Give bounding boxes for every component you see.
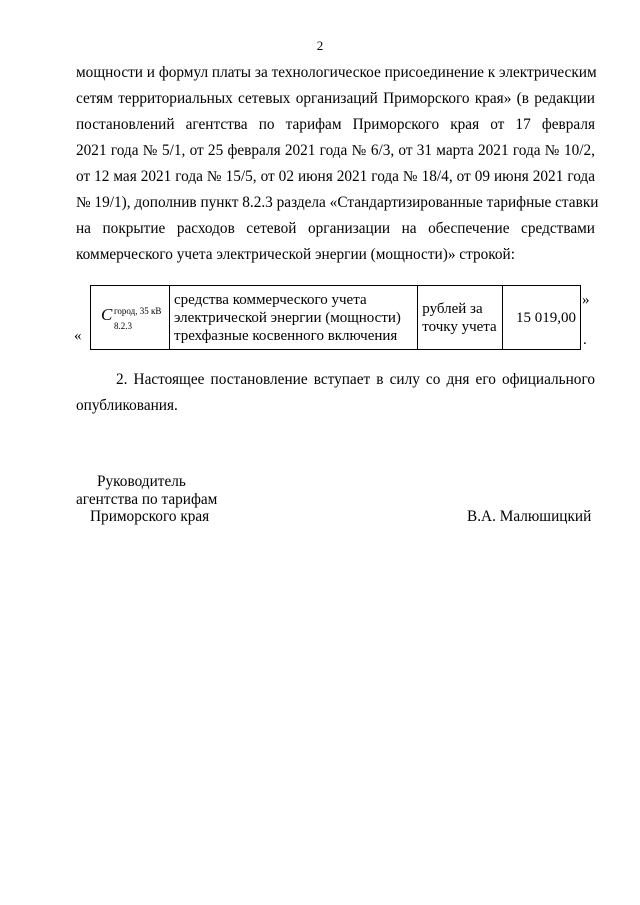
page-number: 2 xyxy=(316,38,324,53)
tariff-table xyxy=(90,285,581,350)
paragraph-line: от 12 мая 2021 года № 15/5, от 02 июня 2021 года № 18/4, от 09 июня 2021 года xyxy=(76,168,595,185)
description-line: средства коммерческого учета xyxy=(173,291,367,308)
unit-line: рублей за xyxy=(422,300,483,317)
rate-symbol xyxy=(99,300,161,330)
paragraph-line: на покрытие расходов сетевой организации на обеспечение средствами xyxy=(76,220,595,237)
rate-symbol-superscript: город, 35 кВ xyxy=(113,306,162,316)
signatory-title-line: агентства по тарифам xyxy=(76,491,218,508)
opening-quote: « xyxy=(74,328,82,344)
unit-cell xyxy=(418,286,503,350)
unit-line: точку учета xyxy=(422,318,497,335)
paragraph-line: опубликования. xyxy=(76,397,178,414)
signatory-title-line: Приморского края xyxy=(90,508,210,525)
closing-period: . xyxy=(583,332,587,348)
paragraph-line: 2. Настоящее постановление вступает в силу со дня его официального xyxy=(116,371,595,388)
table-row xyxy=(91,286,581,350)
paragraph-line: мощности и формул платы за технологическое присоединение к электрическим xyxy=(76,64,597,81)
description-line: трехфазные косвенного включения xyxy=(173,327,398,344)
description-line: электрической энергии (мощности) xyxy=(173,309,401,326)
paragraph-line: постановлений агентства по тарифам Приморского края от 17 февраля xyxy=(76,116,595,133)
value-cell: 15 019,00 xyxy=(503,286,581,350)
rate-symbol-subscript: 8.2.3 xyxy=(113,321,132,331)
description-cell xyxy=(169,286,417,350)
rate-symbol-cell xyxy=(91,286,170,350)
rate-symbol-base: C xyxy=(100,305,113,324)
paragraph-line: сетям территориальных сетевых организаций Приморского края» (в редакции xyxy=(76,90,595,107)
closing-quote: » xyxy=(582,292,590,308)
paragraph-line: коммерческого учета электрической энергии (мощности)» строкой: xyxy=(76,246,515,263)
paragraph-line: 2021 года № 5/1, от 25 февраля 2021 года № 6/3, от 31 марта 2021 года № 10/2, xyxy=(76,142,595,159)
signatory-title-line: Руководитель xyxy=(97,473,186,490)
paragraph-line: № 19/1), дополнив пункт 8.2.3 раздела «Стандартизированные тарифные ставки xyxy=(76,194,599,211)
signatory-name: В.А. Малюшицкий xyxy=(467,508,592,525)
